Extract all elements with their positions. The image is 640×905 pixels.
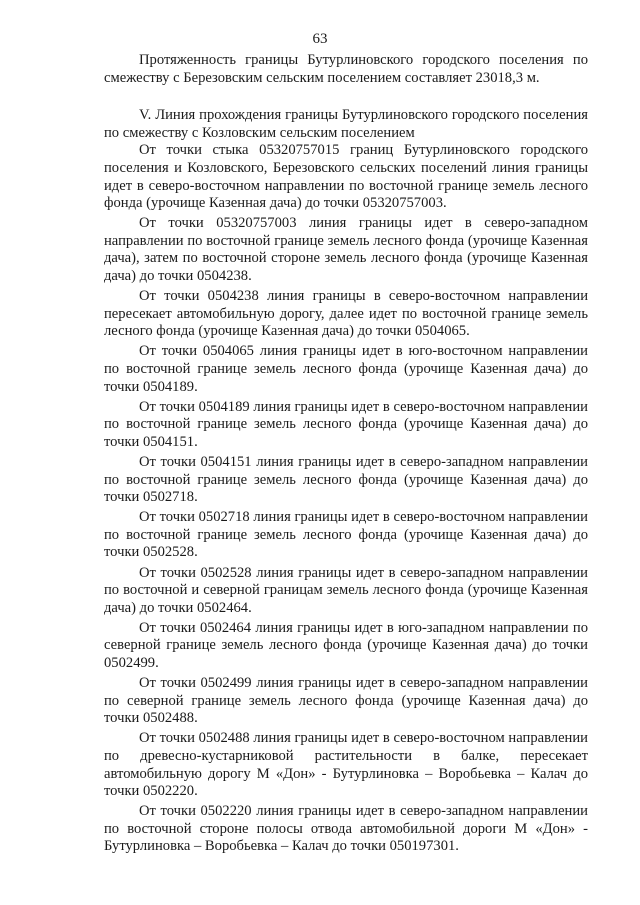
paragraph-9: От точки 0502464 линия границы идет в юго-западном направлении по северной границе земель лесного фонда (урочище Казенная дача) до точки 0502499.: [104, 619, 588, 671]
paragraph-10: От точки 0502499 линия границы идет в северо-западном направлении по северной границе земель лесного фонда (урочище Казенная дача) до точки 0502488.: [104, 675, 588, 727]
paragraph-7: От точки 0502718 линия границы идет в северо-восточном направлении по восточной границе земель лесного фонда (урочище Казенная дача) до точки 0502528.: [104, 509, 588, 561]
section-gap: [104, 87, 588, 107]
paragraph-1: От точки стыка 05320757015 границ Бутурлиновского городского поселения и Козловского, Березовского сельских поселений линия границы идет в северо-восточном направлении по восточной границе земель лесного фонда (урочище Казенная дача) до точки 05320757003.: [104, 142, 588, 212]
paragraph-4: От точки 0504065 линия границы идет в юго-восточном направлении по восточной границе земель лесного фонда (урочище Казенная дача) до точки 0504189.: [104, 343, 588, 395]
section-heading: V. Линия прохождения границы Бутурлиновского городского поселения по смежеству с Козловским сельским поселением: [104, 107, 588, 141]
paragraph-6: От точки 0504151 линия границы идет в северо-западном направлении по восточной границе земель лесного фонда (урочище Казенная дача) до точки 0502718.: [104, 453, 588, 506]
document-body: [104, 52, 588, 856]
paragraph-5: От точки 0504189 линия границы идет в северо-восточном направлении по восточной границе земель лесного фонда (урочище Казенная дача) до точки 0504151.: [104, 398, 588, 450]
paragraph-3: От точки 0504238 линия границы в северо-восточном направлении пересекает автомобильную дорогу, далее идет по восточной границе земель лесного фонда (урочище Казенная дача) до точки 0504065.: [104, 288, 588, 340]
paragraph-12: От точки 0502220 линия границы идет в северо-западном направлении по восточной стороне полосы отвода автомобильной дороги М «Дон» - Бутурлиновка – Воробьевка – Калач до точки 050197301.: [104, 803, 588, 855]
paragraph-2: От точки 05320757003 линия границы идет в северо-западном направлении по восточной границе земель лесного фонда (урочище Казенная дача), затем по восточной стороне земель лесного фонда (урочище Казенная дача) до точки 0504238.: [104, 215, 588, 285]
page-number: 63: [312, 31, 328, 47]
paragraph-8: От точки 0502528 линия границы идет в северо-западном направлении по восточной и северной границам земель лесного фонда (урочище Казенная дача) до точки 0502464.: [104, 564, 588, 616]
paragraph-11: От точки 0502488 линия границы идет в северо-восточном направлении по древесно-кустарниковой растительности в балке, пересекает автомобильную дорогу М «Дон» - Бутурлиновка – Воробьевка – Калач до точки 0502220.: [104, 730, 588, 800]
intro-paragraph: Протяженность границы Бутурлиновского городского поселения по смежеству с Березовским сельским поселением составляет 23018,3 м.: [104, 52, 588, 86]
